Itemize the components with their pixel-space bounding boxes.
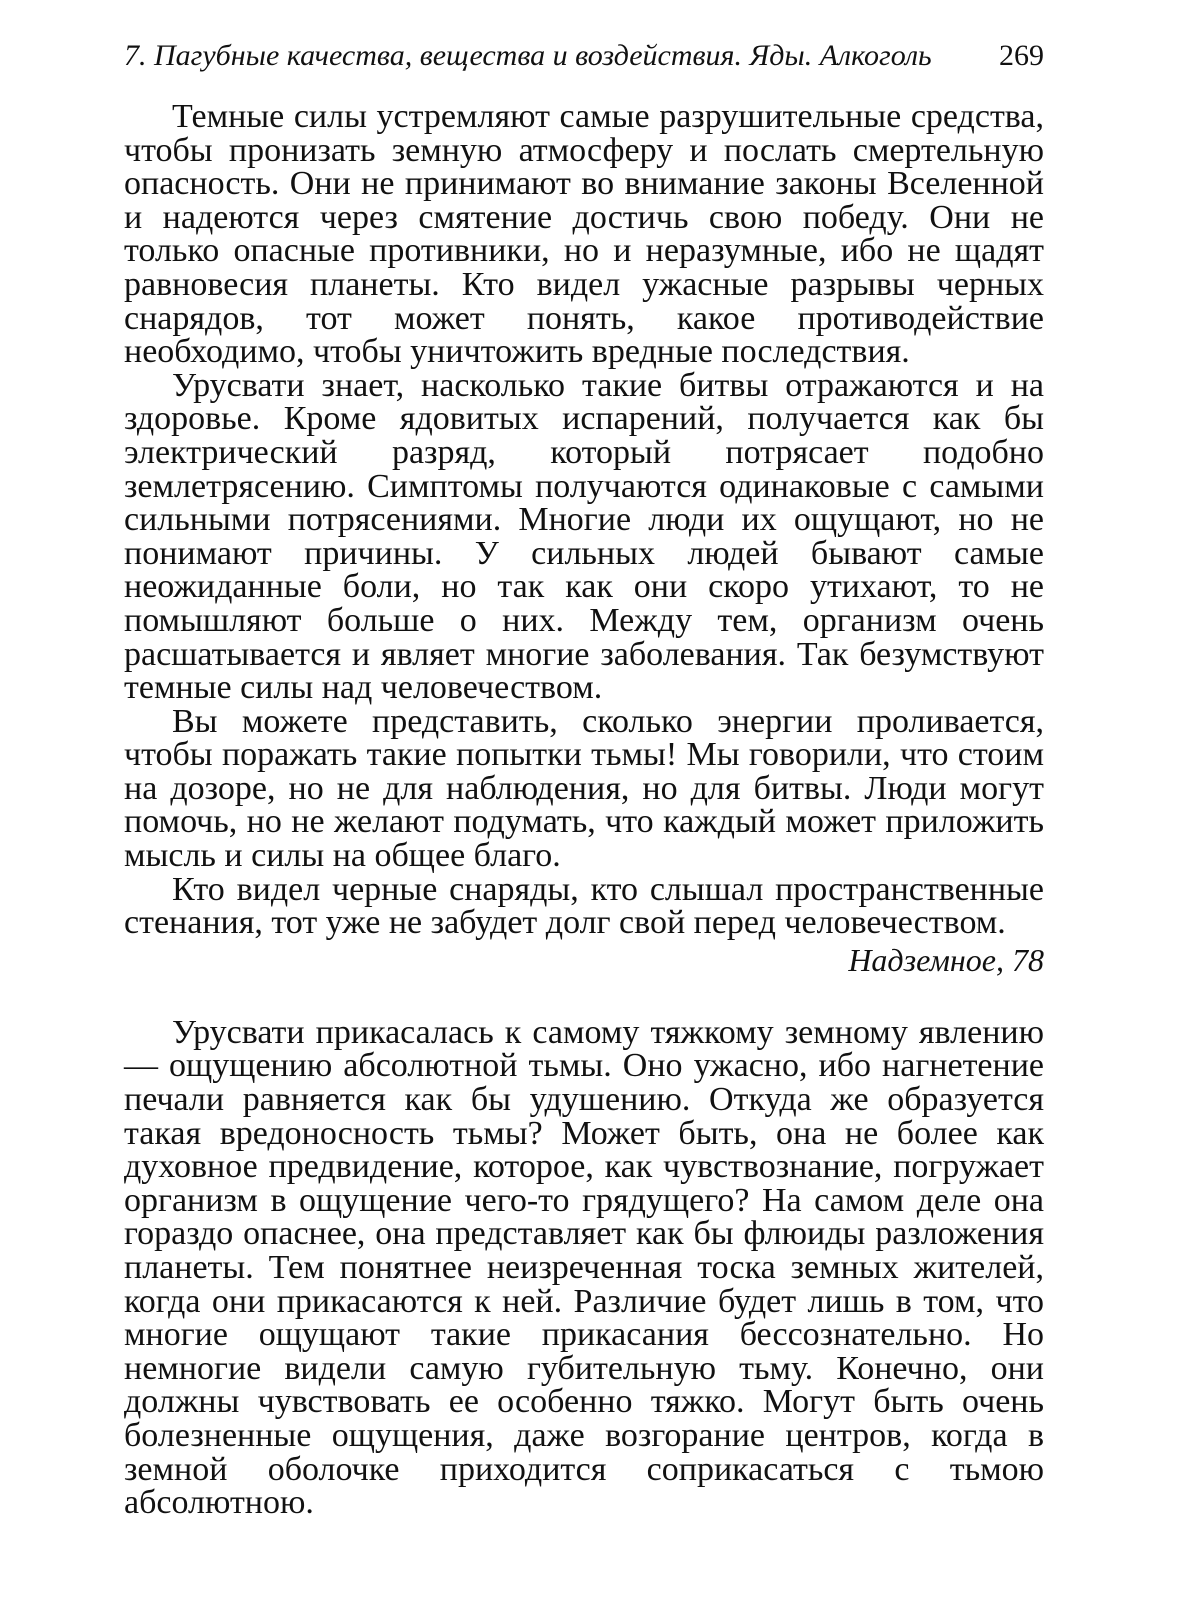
section-1: [124, 100, 1044, 978]
section-divider: [124, 978, 1044, 1016]
paragraph: Урусвати знает, насколько такие битвы отражаются и на здоровье. Кроме ядовитых испарений, получается как бы электрический разряд, который потрясает подобно землетрясению. Симптомы получаются одинаковые с самыми сильными потрясениями. Многие люди их ощущают, но не понимают причины. У сильных людей бывают самые неожиданные боли, но так как они скоро утихают, то не помышляют больше о них. Между тем, организм очень расшатывается и являет многие заболевания. Так безумствуют темные силы над человечеством.: [124, 366, 1044, 707]
page-number: 269: [999, 39, 1044, 72]
chapter-title: 7. Пагубные качества, вещества и воздействия. Яды. Алкоголь: [124, 39, 932, 72]
paragraph: Вы можете представить, сколько энергии проливается, чтобы поражать такие попытки тьмы! Мы говорили, что стоим на дозоре, но не для наблюдения, но для битвы. Люди могут помочь, но не желают подумать, что каждый может приложить мысль и силы на общее благо.: [124, 702, 1044, 875]
paragraph: Урусвати прикасалась к самому тяжкому земному явлению — ощущению абсолютной тьмы. Оно ужасно, ибо нагнетение печали равняется как бы удушению. Откуда же образуется такая вредоносность тьмы? Может быть, она не более как духовное предвидение, которое, как чувствознание, погружает организм в ощущение чего-то грядущего? На самом деле она гораздо опаснее, она представляет как бы флюиды разложения планеты. Тем понятнее неизреченная тоска земных жителей, когда они прикасаются к ней. Различие будет лишь в том, что многие ощущают такие прикасания бессознательно. Но немногие видели самую губительную тьму. Конечно, они должны чувствовать ее особенно тяжко. Могут быть очень болезненные ощущения, даже возгорание центров, когда в земной оболочке приходится соприкасаться с тьмою абсолютною.: [124, 1013, 1044, 1522]
section-2: [124, 1013, 1044, 1522]
book-page: [124, 36, 1044, 1520]
paragraph: Кто видел черные снаряды, кто слышал пространственные стенания, тот уже не забудет долг свой перед человечеством.: [124, 870, 1044, 942]
paragraph: Темные силы устремляют самые разрушительные средства, чтобы пронизать земную атмосферу и послать смертельную опасность. Они не принимают во внимание законы Вселенной и надеются через смятение достичь свою победу. Они не только опасные противники, но и неразумные, ибо не щадят равновесия планеты. Кто видел ужасные разрывы черных снарядов, тот может понять, какое противодействие необходимо, чтобы уничтожить вредные последствия.: [124, 98, 1044, 371]
source-attribution: Надземное, 78: [848, 941, 1044, 978]
running-head: [124, 36, 1044, 76]
